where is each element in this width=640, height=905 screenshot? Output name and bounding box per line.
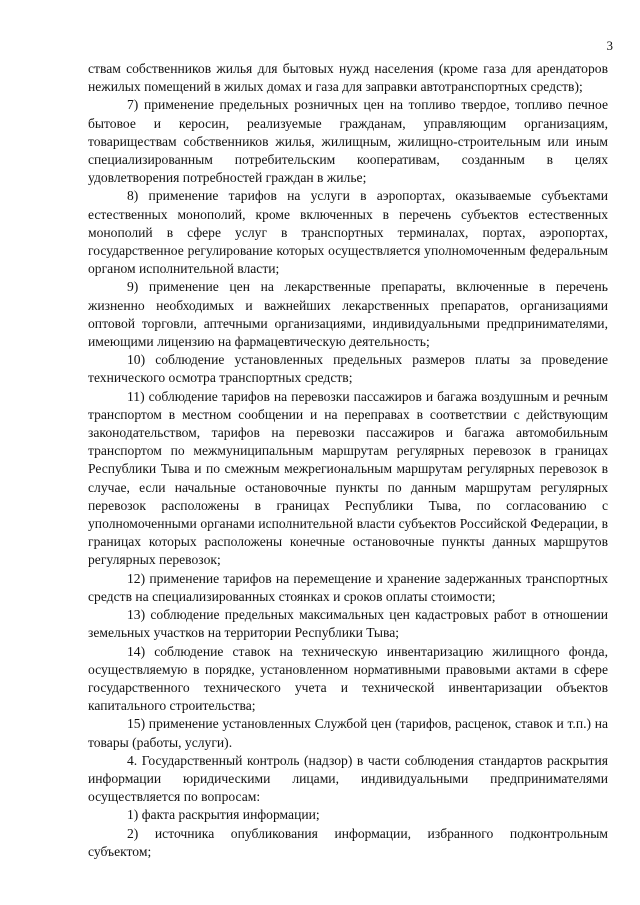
paragraph-item-10: 10) соблюдение установленных предельных размеров платы за проведение технического осмотра транспортных средств; <box>88 352 608 386</box>
document-body <box>88 60 608 861</box>
paragraph-continuation: ствам собственников жилья для бытовых нужд населения (кроме газа для арендаторов нежилых помещений в жилых домах и газа для заправки автотранспортных средств); <box>88 61 608 95</box>
paragraph-item-12: 12) применение тарифов на перемещение и хранение задержанных транспортных средств на специализированных стоянках и сроков оплаты стоимости; <box>88 570 608 604</box>
page-number: 3 <box>606 38 613 53</box>
paragraph-subitem-1: 1) факта раскрытия информации; <box>127 807 320 823</box>
paragraph-item-9: 9) применение цен на лекарственные препараты, включенные в перечень жизненно необходимых и важнейших лекарственных препаратов, организациями оптовой торговли, аптечными организациями, индивидуальными предпринимателями, имеющими лицензию на фармацевтическую деятельность; <box>88 279 608 350</box>
paragraph-item-11: 11) соблюдение тарифов на перевозки пассажиров и багажа воздушным и речным транспортом в местном сообщении и на переправах в соответствии с действующим законодательством, тарифов на перевозки пассажиров и багажа автомобильным транспортом по межмуниципальным маршрутам регулярных перевозок в границах Республики Тыва и по смежным межрегиональным маршрутам регулярных перевозок в случае, если начальные остановочные пункты по данным маршрутам регулярных перевозок расположены в границах Республики Тыва, по согласованию с уполномоченными органами исполнительной власти субъектов Российской Федерации, в границах которых расположены конечные остановочные пункты данных маршрутов регулярных перевозок; <box>88 388 608 568</box>
paragraph-subitem-2: 2) источника опубликования информации, избранного подконтрольным субъектом; <box>88 825 608 859</box>
paragraph-item-13: 13) соблюдение предельных максимальных цен кадастровых работ в отношении земельных участков на территории Республики Тыва; <box>88 607 608 641</box>
paragraph-item-7: 7) применение предельных розничных цен на топливо твердое, топливо печное бытовое и керосин, реализуемые гражданам, управляющим организациям, товариществам собственников жилья, жилищным, жилищно-строительным или иным специализированным потребительским кооперативам, созданным в целях удовлетворения потребностей граждан в жилье; <box>88 97 608 186</box>
paragraph-item-8: 8) применение тарифов на услуги в аэропортах, оказываемые субъектами естественных монополий, кроме включенных в перечень субъектов естественных монополий в сфере услуг в транспортных терминалах, портах, аэропортах, государственное регулирование которых осуществляется уполномоченным федеральным органом исполнительной власти; <box>88 188 608 277</box>
paragraph-section-4: 4. Государственный контроль (надзор) в части соблюдения стандартов раскрытия информации юридическими лицами, индивидуальными предпринимателями осуществляется по вопросам: <box>88 752 608 805</box>
paragraph-item-14: 14) соблюдение ставок на техническую инвентаризацию жилищного фонда, осуществляемую в порядке, установленном нормативными правовыми актами в сфере государственного технического учета и технической инвентаризации объектов капитального строительства; <box>88 643 608 714</box>
paragraph-item-15: 15) применение установленных Службой цен (тарифов, расценок, ставок и т.п.) на товары (работы, услуги). <box>88 716 608 750</box>
